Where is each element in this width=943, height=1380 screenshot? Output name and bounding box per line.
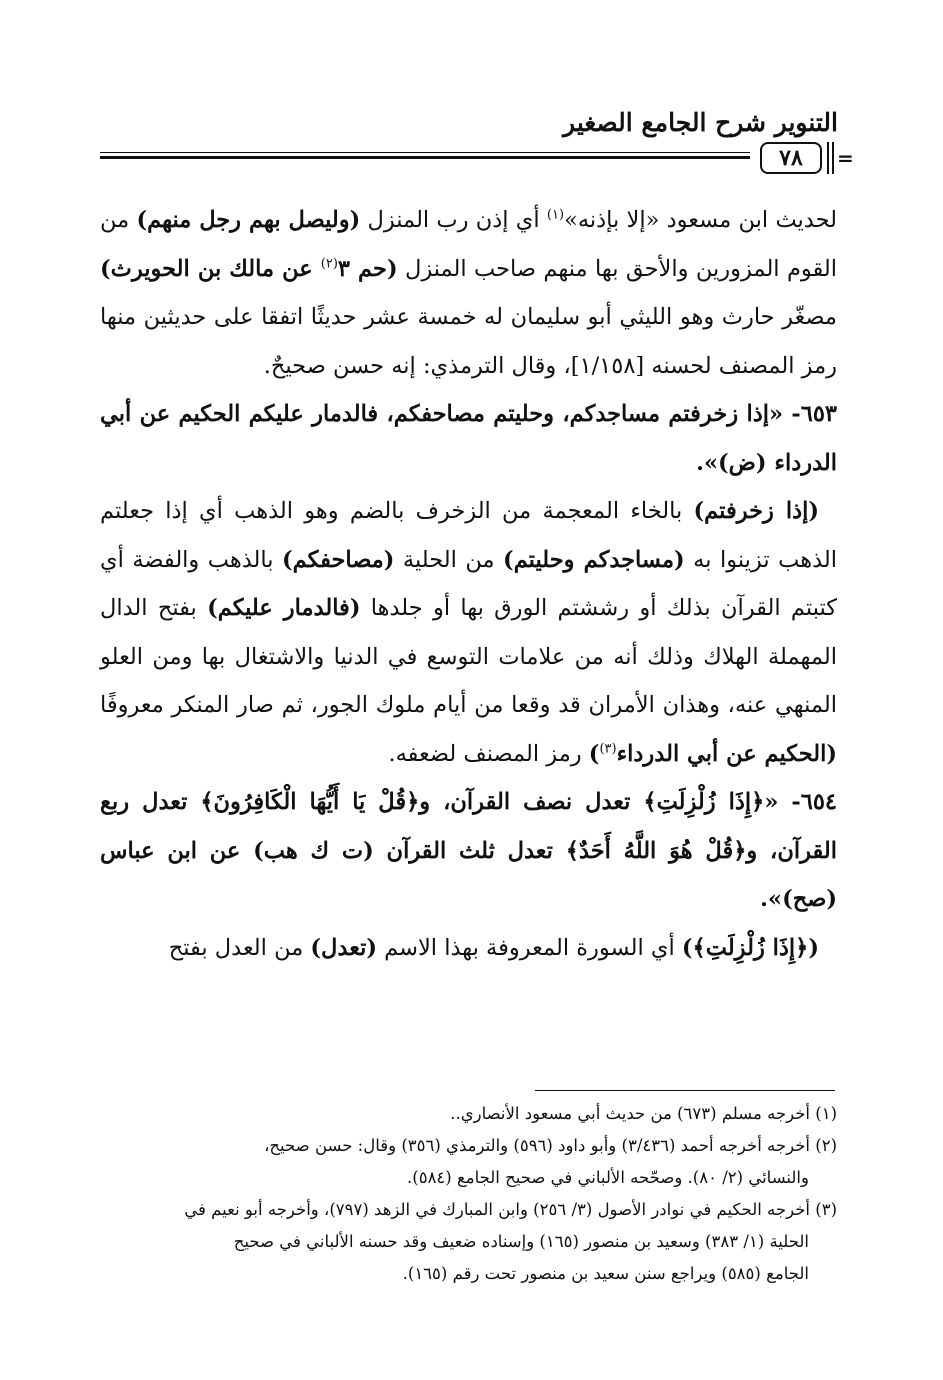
footnote-2: (٢) أخرجه أخرجه أحمد (٣/٤٣٦) وأبو داود (٥٩٦) والترمذي (٣٥٦) وقال: حسن صحيح، [264, 1136, 837, 1155]
footnote-ref: (٢) [320, 256, 338, 271]
text-run-bold: (﴿إِذَا زُلْزِلَتِ﴾) [681, 934, 819, 961]
running-title: التنوير شرح الجامع الصغير [563, 108, 838, 137]
footnote-2-cont: والنسائي (٢/ ٨٠). وصحّحه الألباني في صحيح الجامع (٥٨٤). [407, 1168, 809, 1187]
text-run: بالذهب والفضة أي كتبتم القرآن بذلك أو رششتم الورق بها أو جلدها [100, 546, 837, 621]
footnote-3-cont: الجامع (٥٨٥) ويراجع سنن سعيد بن منصور تحت رقم (١٦٥). [402, 1264, 809, 1283]
text-run: أي السورة المعروفة بهذا الاسم [376, 934, 682, 961]
footnote-separator [535, 1090, 835, 1091]
text-run-bold: (مصاحفكم) [282, 546, 395, 573]
header-rule-thick [100, 156, 750, 159]
paragraph-commentary-653 [100, 487, 837, 778]
paragraph-commentary-654 [100, 924, 837, 973]
text-run-bold: (الحكيم عن أبي الدرداء [616, 740, 837, 767]
page-box-mark: = [837, 146, 854, 170]
page-number: ٧٨ [760, 142, 822, 174]
header-rule-thin [100, 152, 750, 153]
text-run-bold: (مساجدكم وحليتم) [503, 546, 685, 573]
text-run: رمز المصنف لضعفه. [388, 740, 589, 767]
text-run-bold: ) [588, 740, 600, 767]
text-run: مصغّر حارث وهو الليثي أبو سليمان له خمسة عشر حديثًا اتفقا على حديثين منها رمز المصنف لحسنه [١/١٥٨]، وقال الترمذي: إنه حسن صحيحٌ. [100, 304, 837, 379]
footnote-ref: (١) [546, 207, 565, 223]
text-run: من القوم المزورين والأحق بها منهم صاحب المنزل [100, 207, 837, 282]
hadith-text: ٦٥٤- «﴿إِذَا زُلْزِلَتِ﴾ تعدل نصف القرآن، و﴿قُلْ يَا أَيُّهَا الْكَافِرُونَ﴾ تعدل ربع القرآن، و﴿قُلْ هُوَ اللَّهُ أَحَدٌ﴾ تعدل ثلث القرآن (ت ك هب) عن ابن عباس (صح)». [100, 789, 837, 912]
text-run-bold: (حم ٣ [337, 255, 398, 282]
text-run: لحديث ابن مسعود «إلا بإذنه» [564, 207, 837, 233]
footnote-ref: (٣) [599, 741, 617, 756]
hadith-654 [100, 778, 837, 924]
footnotes [100, 1098, 837, 1290]
text-run-bold: عن مالك بن الحويرث) [100, 255, 321, 282]
page-box-bar [832, 142, 834, 174]
hadith-text: ٦٥٣- «إذا زخرفتم مساجدكم، وحليتم مصاحفكم، فالدمار عليكم الحكيم عن أبي الدرداء (ض)». [100, 401, 837, 476]
text-run: بفتح الدال المهملة الهلاك وذلك أنه من علامات التوسع في الدنيا والاشتغال بها ومن العلو المنهي عنه، وهذان الأمران قد وقعا من أيام ملوك الجور، ثم صار المنكر معروفًا [100, 595, 837, 718]
text-run-bold: (فالدمار عليكم) [207, 595, 361, 621]
page-box-bar [827, 142, 829, 174]
main-text [100, 196, 837, 972]
text-run-bold: (تعدل) [310, 934, 377, 961]
text-run: من العدل بفتح [168, 934, 311, 961]
text-run-bold: (إذا زخرفتم) [693, 498, 819, 524]
hadith-653 [100, 390, 837, 487]
footnote-3-cont: الحلية (١/ ٣٨٣) وسعيد بن منصور (١٦٥) وإسناده ضعيف وقد حسنه الألباني في صحيح [233, 1232, 809, 1251]
text-run-bold: (وليصل بهم رجل منهم) [136, 207, 361, 233]
footnote-3: (٣) أخرجه الحكيم في نوادر الأصول (٣/ ٢٥٦) وابن المبارك في الزهد (٧٩٧)، وأخرجه أبو نعيم في [184, 1200, 837, 1219]
text-run: أي إذن رب المنزل [360, 207, 547, 233]
text-run: من الحلية [394, 546, 504, 573]
footnote-1: (١) أخرجه مسلم (٦٧٣) من حديث أبي مسعود الأنصاري.. [450, 1104, 837, 1123]
text-run: بالخاء المعجمة من الزخرف بالضم وهو الذهب أي إذا جعلتم الذهب تزينوا به [100, 498, 837, 573]
paragraph-commentary-652 [100, 196, 837, 390]
